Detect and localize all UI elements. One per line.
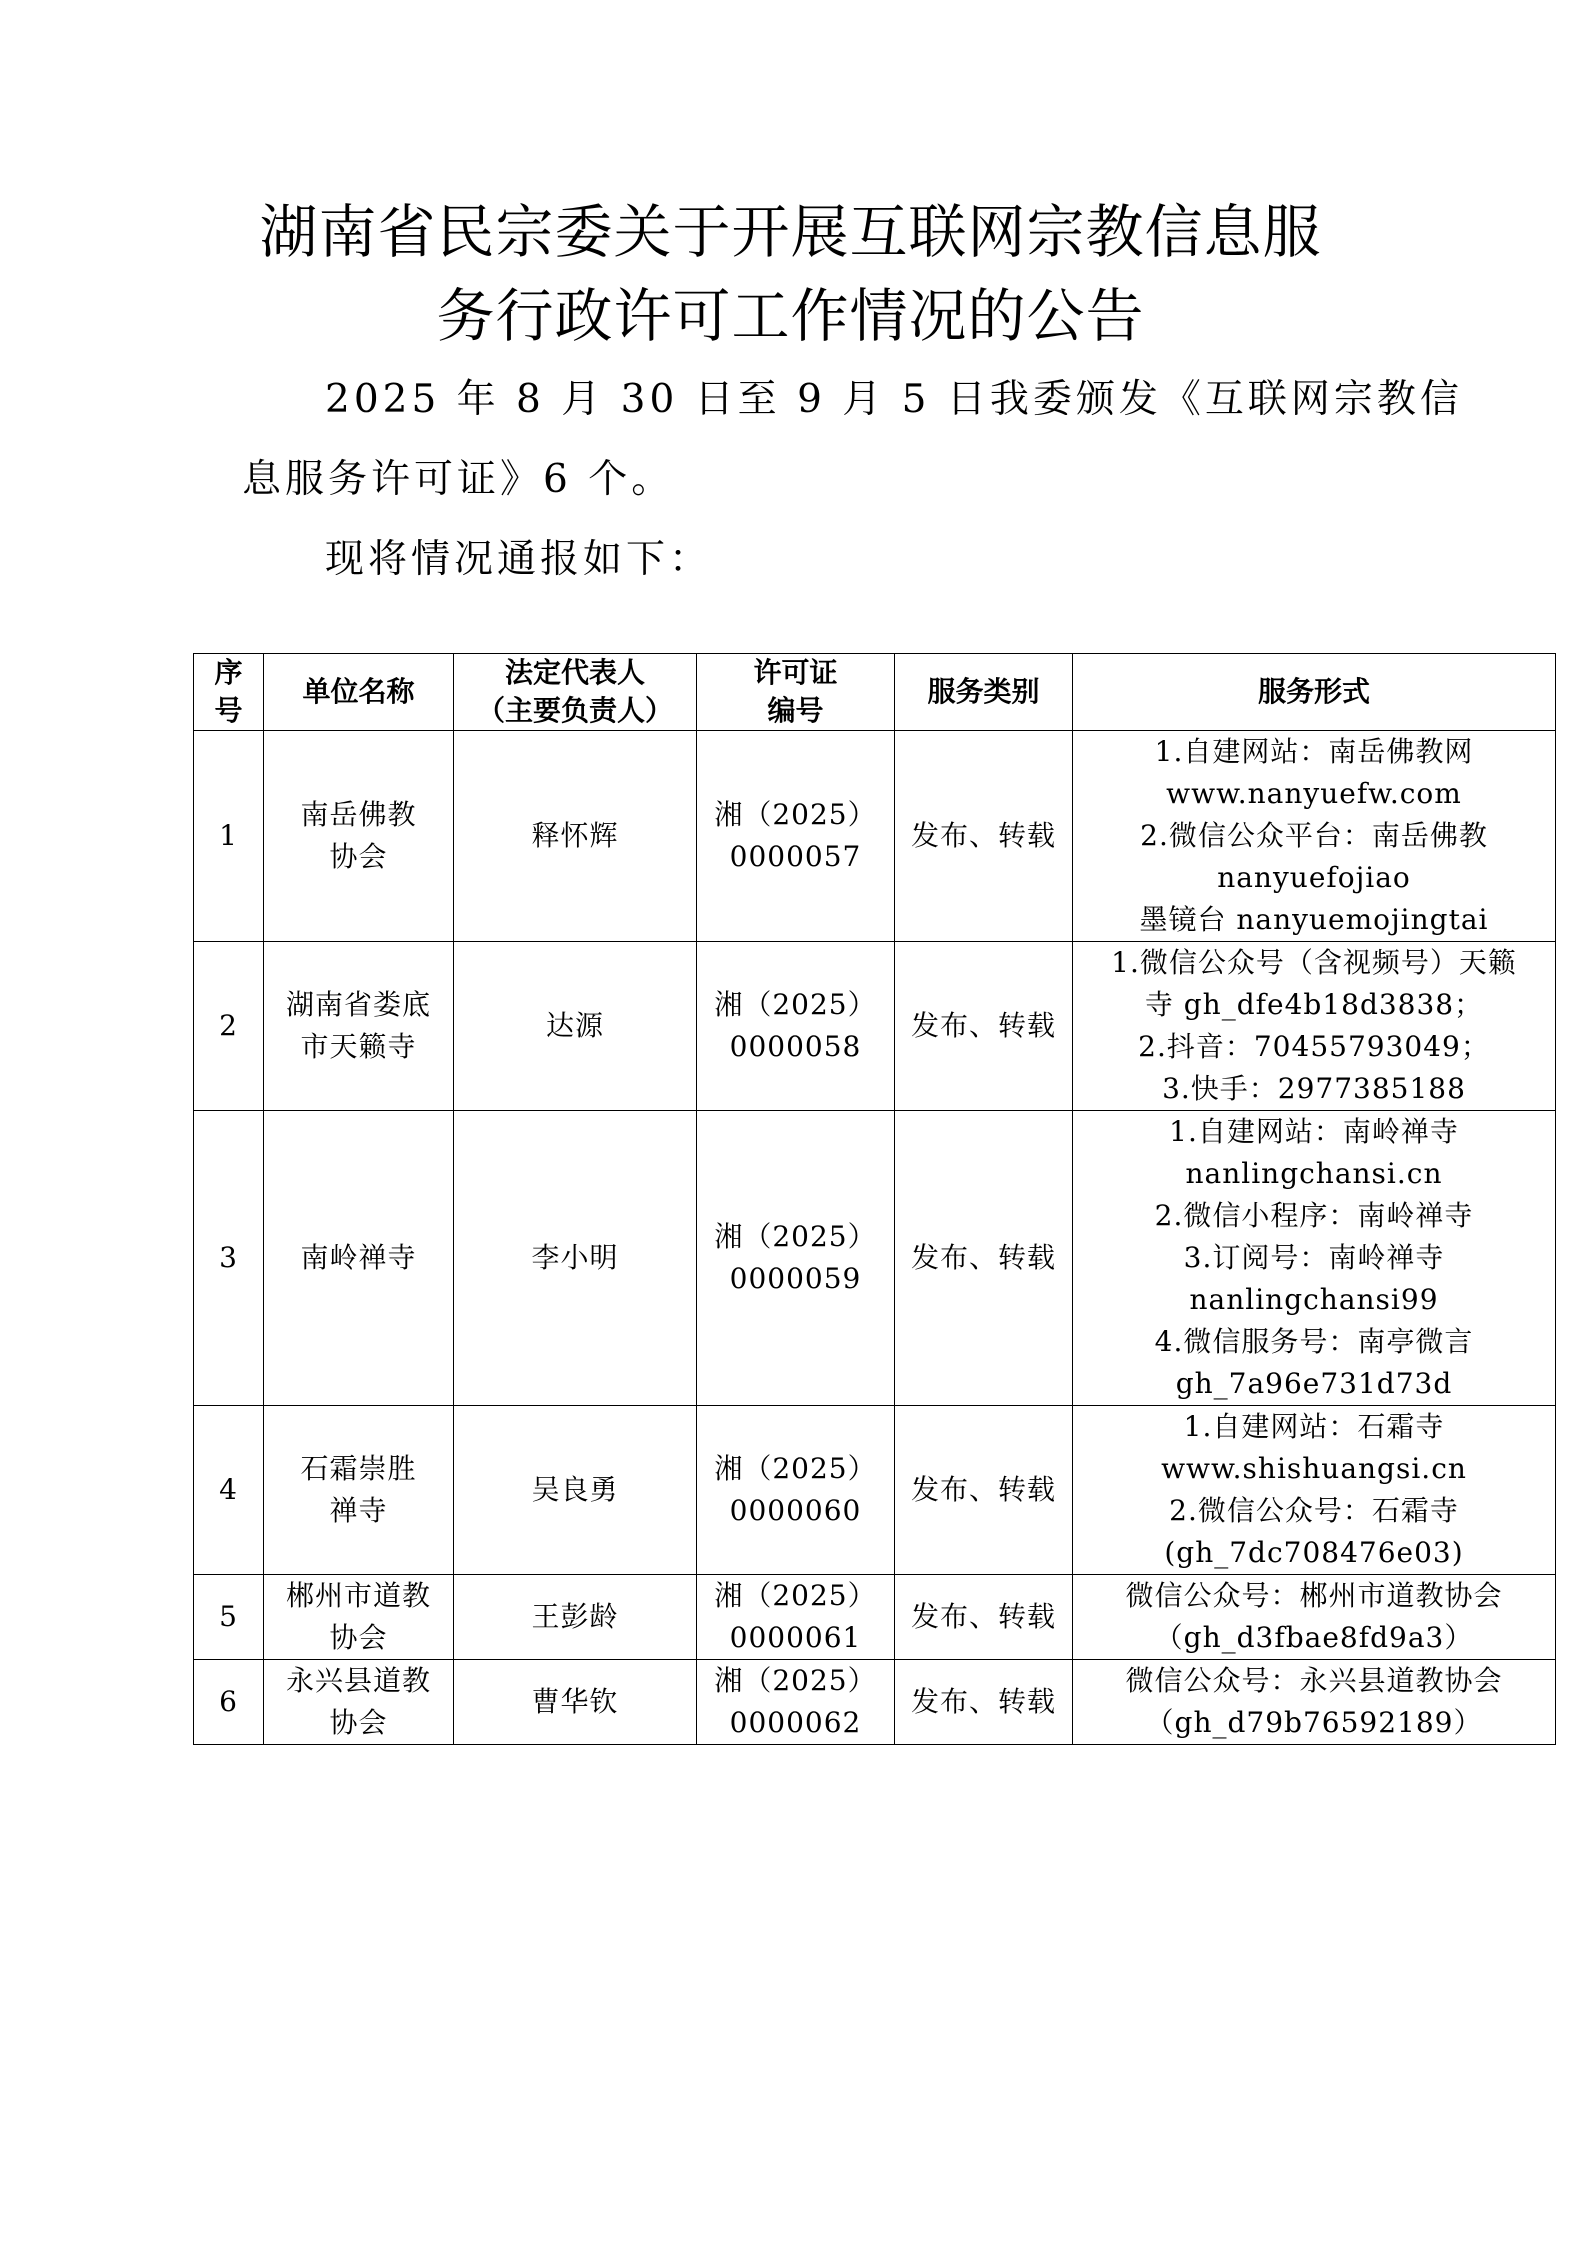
cell-service-category: 发布、转载 <box>895 1111 1073 1406</box>
cell-service-category: 发布、转载 <box>895 1575 1073 1660</box>
cell-license-number: 湘（2025） 0000060 <box>697 1406 895 1575</box>
document-title-line-1: 湖南省民宗委关于开展互联网宗教信息服 <box>259 198 1322 266</box>
cell-service-category: 发布、转载 <box>895 1406 1073 1575</box>
cell-service-form: 微信公众号：郴州市道教协会 （gh_d3fbae8fd9a3） <box>1073 1575 1556 1660</box>
table-row <box>194 731 1556 942</box>
cell-seq: 6 <box>194 1660 264 1745</box>
intro-paragraph-line-3: 现将情况通报如下： <box>325 537 713 582</box>
table-row <box>194 1575 1556 1660</box>
document-title-line-2: 务行政许可工作情况的公告 <box>436 282 1145 350</box>
cell-service-category: 发布、转载 <box>895 731 1073 942</box>
cell-seq: 1 <box>194 731 264 942</box>
cell-license-number: 湘（2025） 0000062 <box>697 1660 895 1745</box>
table-row <box>194 1406 1556 1575</box>
header-legal-representative: 法定代表人 （主要负责人） <box>454 654 697 731</box>
table-row <box>194 1111 1556 1406</box>
cell-license-number: 湘（2025） 0000057 <box>697 731 895 942</box>
header-unit-name: 单位名称 <box>264 654 454 731</box>
cell-unit-name: 石霜崇胜 禅寺 <box>264 1406 454 1575</box>
cell-service-form: 微信公众号：永兴县道教协会 （gh_d79b76592189） <box>1073 1660 1556 1745</box>
cell-unit-name: 郴州市道教 协会 <box>264 1575 454 1660</box>
cell-seq: 4 <box>194 1406 264 1575</box>
cell-service-category: 发布、转载 <box>895 942 1073 1111</box>
cell-unit-name: 永兴县道教 协会 <box>264 1660 454 1745</box>
cell-seq: 2 <box>194 942 264 1111</box>
cell-representative: 达源 <box>454 942 697 1111</box>
table-row <box>194 1660 1556 1745</box>
cell-unit-name: 南岭禅寺 <box>264 1111 454 1406</box>
cell-representative: 吴良勇 <box>454 1406 697 1575</box>
cell-representative: 王彭龄 <box>454 1575 697 1660</box>
table-header-row <box>194 654 1556 731</box>
header-service-category: 服务类别 <box>895 654 1073 731</box>
cell-representative: 释怀辉 <box>454 731 697 942</box>
header-license-number: 许可证 编号 <box>697 654 895 731</box>
header-service-form: 服务形式 <box>1073 654 1556 731</box>
license-table <box>193 653 1556 1745</box>
intro-paragraph-line-2: 息服务许可证》6 个。 <box>242 457 675 502</box>
table-row <box>194 942 1556 1111</box>
cell-license-number: 湘（2025） 0000058 <box>697 942 895 1111</box>
cell-service-form: 1.自建网站：南岳佛教网 www.nanyuefw.com 2.微信公众平台：南岳佛教 nanyuefojiao 墨镜台 nanyuemojingtai <box>1073 731 1556 942</box>
cell-license-number: 湘（2025） 0000061 <box>697 1575 895 1660</box>
cell-unit-name: 南岳佛教 协会 <box>264 731 454 942</box>
cell-unit-name: 湖南省娄底 市天籁寺 <box>264 942 454 1111</box>
cell-representative: 李小明 <box>454 1111 697 1406</box>
cell-service-category: 发布、转载 <box>895 1660 1073 1745</box>
cell-service-form: 1.微信公众号（含视频号）天籁 寺 gh_dfe4b18d3838； 2.抖音：70455793049； 3.快手：2977385188 <box>1073 942 1556 1111</box>
cell-license-number: 湘（2025） 0000059 <box>697 1111 895 1406</box>
header-seq: 序 号 <box>194 654 264 731</box>
cell-seq: 3 <box>194 1111 264 1406</box>
cell-service-form: 1.自建网站：石霜寺 www.shishuangsi.cn 2.微信公众号：石霜寺 (gh_7dc708476e03) <box>1073 1406 1556 1575</box>
cell-seq: 5 <box>194 1575 264 1660</box>
cell-representative: 曹华钦 <box>454 1660 697 1745</box>
intro-paragraph-line-1: 2025 年 8 月 30 日至 9 月 5 日我委颁发《互联网宗教信 <box>325 377 1463 422</box>
cell-service-form: 1.自建网站：南岭禅寺 nanlingchansi.cn 2.微信小程序：南岭禅寺 3.订阅号：南岭禅寺 nanlingchansi99 4.微信服务号：南亭微言 gh_7a96e731d73d <box>1073 1111 1556 1406</box>
